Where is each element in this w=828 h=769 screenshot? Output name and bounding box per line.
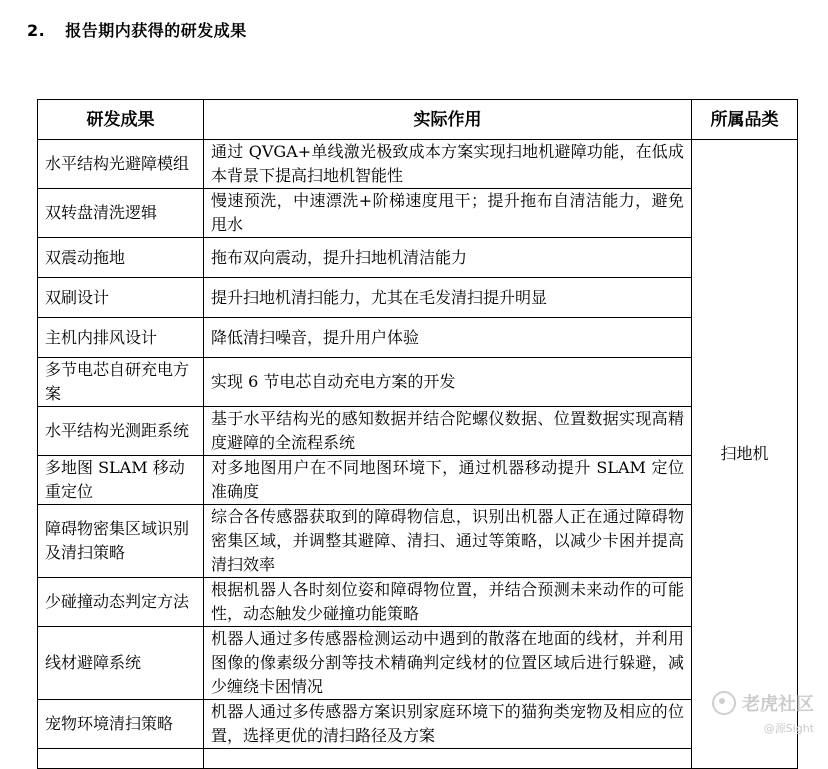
- effect-cell: 提升扫地机清扫能力，尤其在毛发清扫提升明显: [204, 278, 692, 318]
- table-row: [38, 238, 798, 278]
- effect-cell: 拖布双向震动，提升扫地机清洁能力: [204, 238, 692, 278]
- table-row: [38, 278, 798, 318]
- rd-results-table: [37, 99, 798, 769]
- table-row: [38, 456, 798, 505]
- result-cell: 水平结构光测距系统: [38, 407, 204, 456]
- table-row: [38, 578, 798, 627]
- result-cell: 水平结构光避障模组: [38, 140, 204, 189]
- result-cell: 线材避障系统: [38, 627, 204, 700]
- table-header-row: [38, 100, 798, 140]
- effect-cell: 基于水平结构光的感知数据并结合陀螺仪数据、位置数据实现高精度避障的全流程系统: [204, 407, 692, 456]
- result-cell: 多节电芯自研充电方案: [38, 358, 204, 407]
- result-cell: 障碍物密集区域识别及清扫策略: [38, 505, 204, 578]
- header-effect: 实际作用: [204, 100, 692, 140]
- effect-cell: 慢速预洗，中速漂洗+阶梯速度甩干；提升拖布自清洁能力，避免甩水: [204, 189, 692, 238]
- effect-cell: 根据机器人各时刻位姿和障碍物位置，并结合预测未来动作的可能性，动态触发少碰撞功能策略: [204, 578, 692, 627]
- table-row: [38, 407, 798, 456]
- effect-cell: 综合各传感器获取到的障碍物信息，识别出机器人正在通过障碍物密集区域，并调整其避障、清扫、通过等策略，以减少卡困并提高清扫效率: [204, 505, 692, 578]
- table-row: [38, 318, 798, 358]
- category-cell: 扫地机: [692, 140, 798, 769]
- effect-cell: 对多地图用户在不同地图环境下，通过机器移动提升 SLAM 定位准确度: [204, 456, 692, 505]
- community-logo-icon: [712, 691, 736, 715]
- effect-cell: 通过 QVGA+单线激光极致成本方案实现扫地机避障功能，在低成本背景下提高扫地机智能性: [204, 140, 692, 189]
- empty-cell: [204, 749, 692, 769]
- section-heading: [27, 18, 247, 41]
- result-cell: 双转盘清洗逻辑: [38, 189, 204, 238]
- result-cell: 多地图 SLAM 移动重定位: [38, 456, 204, 505]
- table-row: [38, 700, 798, 749]
- watermark-sub: @源Sight: [763, 722, 814, 735]
- table-row: [38, 627, 798, 700]
- empty-cell: [38, 749, 204, 769]
- result-cell: 双刷设计: [38, 278, 204, 318]
- header-category: 所属品类: [692, 100, 798, 140]
- effect-cell: 机器人通过多传感器方案识别家庭环境下的猫狗类宠物及相应的位置，选择更优的清扫路径及方案: [204, 700, 692, 749]
- watermark-main-text: 老虎社区: [742, 694, 814, 715]
- result-cell: 主机内排风设计: [38, 318, 204, 358]
- effect-cell: 机器人通过多传感器检测运动中遇到的散落在地面的线材，并利用图像的像素级分割等技术精确判定线材的位置区域后进行躲避，减少缠绕卡困情况: [204, 627, 692, 700]
- section-number: 2.: [27, 21, 46, 40]
- result-cell: 宠物环境清扫策略: [38, 700, 204, 749]
- header-result: 研发成果: [38, 100, 204, 140]
- result-cell: 双震动拖地: [38, 238, 204, 278]
- watermark-main: [712, 690, 814, 716]
- result-cell: 少碰撞动态判定方法: [38, 578, 204, 627]
- watermark: [712, 690, 814, 736]
- table-row: [38, 505, 798, 578]
- section-title: 报告期内获得的研发成果: [65, 21, 247, 40]
- table-row: [38, 358, 798, 407]
- effect-cell: 降低清扫噪音，提升用户体验: [204, 318, 692, 358]
- table-row: [38, 189, 798, 238]
- table-row-partial: [38, 749, 798, 769]
- effect-cell: 实现 6 节电芯自动充电方案的开发: [204, 358, 692, 407]
- table-row: [38, 140, 798, 189]
